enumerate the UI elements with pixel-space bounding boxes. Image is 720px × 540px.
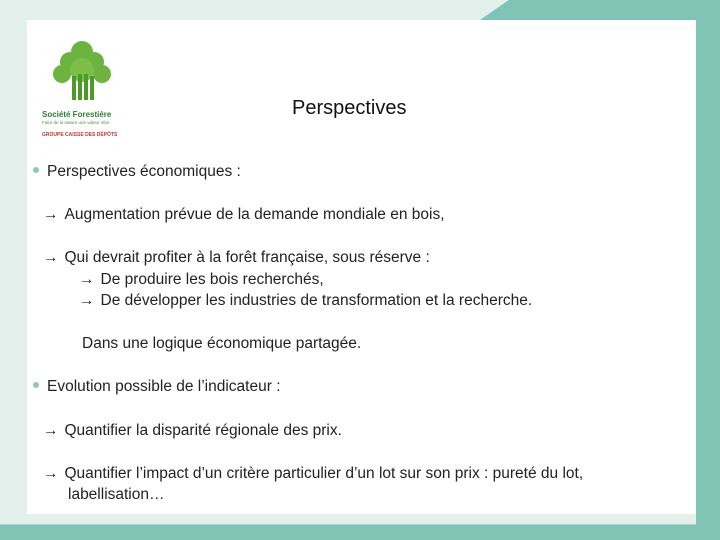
logo-tagline: Faire de la nature une valeur sûre [42,120,110,125]
arrow-text: De développer les industries de transformation et la recherche. [100,292,533,309]
arrow-text: De produire les bois recherchés, [100,271,324,288]
sub-arrow-item [79,291,532,311]
arrow-item [43,205,445,225]
logo-group-name: GROUPE CAISSE DES DÉPÔTS [42,132,118,138]
arrow-right-icon: → [79,271,95,288]
decorative-stripe-bottom [0,514,720,540]
arrow-text: Augmentation prévue de la demande mondiale en bois, [64,206,445,223]
arrow-text: Quantifier la disparité régionale des prix. [64,422,342,439]
tree-logo-icon [42,38,122,110]
arrow-text-continuation: labellisation… [68,486,165,503]
arrow-text: Quantifier l’impact d’un critère particulier d’un lot sur son prix : pureté du lot, [64,465,584,482]
arrow-right-icon: → [43,465,59,482]
bullet-item [33,377,281,397]
decorative-corner [480,0,720,20]
arrow-text: Qui devrait profiter à la forêt française, sous réserve : [64,249,430,266]
bullet-item [33,162,241,182]
arrow-right-icon: → [43,249,59,266]
arrow-right-icon: → [43,422,59,439]
company-logo [42,38,142,138]
arrow-right-icon: → [79,292,95,309]
logo-company-name: Société Forestière [42,110,112,119]
decorative-stripe-right [696,0,720,540]
bullet-text: Evolution possible de l’indicateur : [47,378,281,395]
sub-arrow-item [79,270,324,290]
paragraph: Dans une logique économique partagée. [82,335,362,352]
arrow-item [43,464,583,484]
bullet-dot-icon [33,167,39,173]
slide-title: Perspectives [292,97,407,119]
bullet-dot-icon [33,382,39,388]
arrow-item [43,248,430,268]
arrow-right-icon: → [43,206,59,223]
bullet-text: Perspectives économiques : [47,163,241,180]
arrow-item [43,421,342,441]
slide [27,20,696,514]
